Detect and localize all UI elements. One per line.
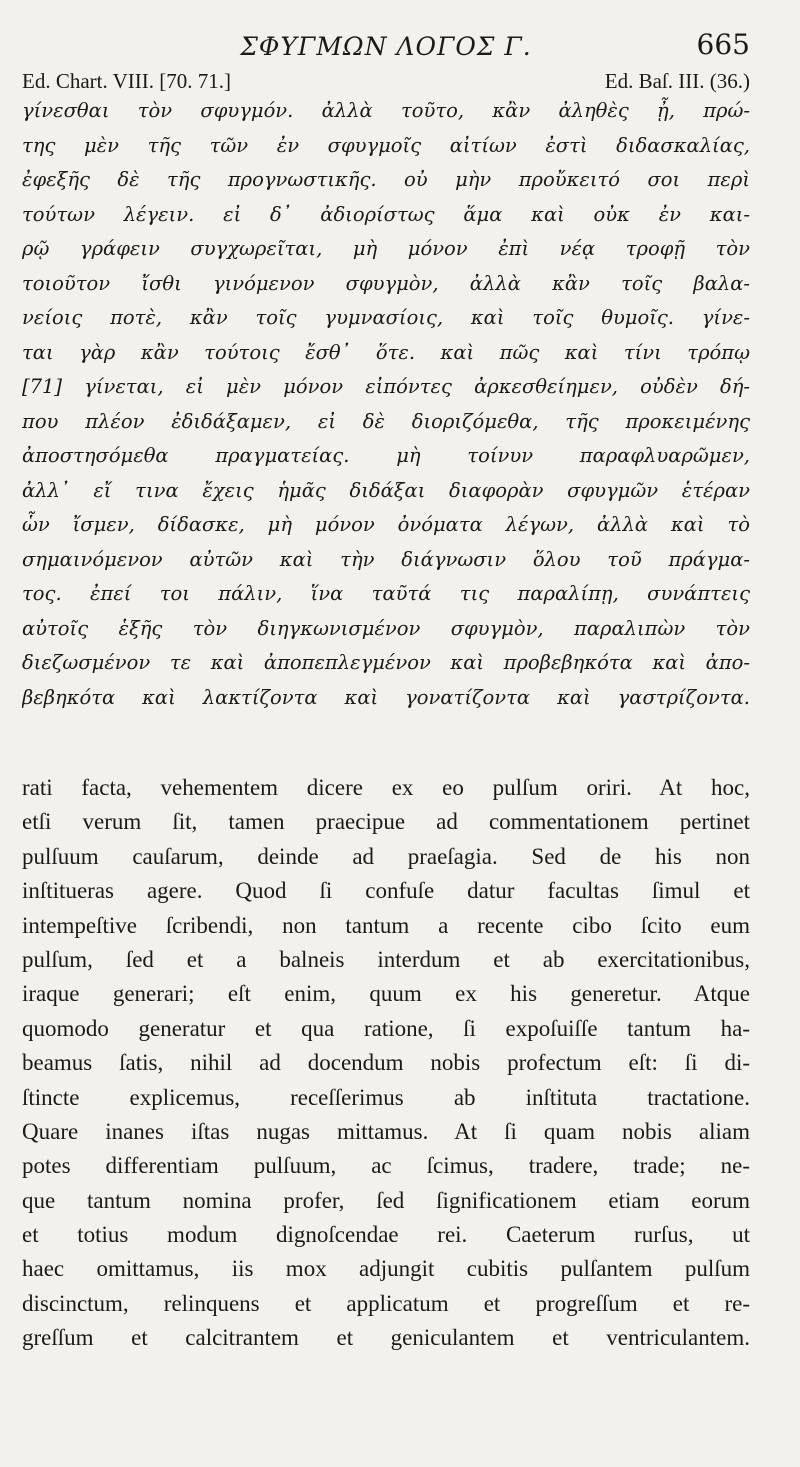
latin-line: discinctum, relinquens et applicatum et progreſſum et re- <box>22 1290 750 1316</box>
latin-line: etſi verum ſit, tamen praecipue ad commentationem pertinet <box>22 809 750 835</box>
greek-line: γίνεσθαι τὸν σφυγμόν. ἀλλὰ τοῦτο, κἂν ἀληθὲς ᾖ, πρώ- <box>22 99 750 122</box>
latin-line: que tantum nomina profer, ſed ſignificationem etiam eorum <box>22 1187 750 1213</box>
greek-line: βεβηκότα καὶ λακτίζοντα καὶ γονατίζοντα καὶ γαστρίζοντα. <box>22 685 750 709</box>
greek-line: τοιοῦτον ἴσθι γινόμενον σφυγμὸν, ἀλλὰ κἂν τοῖς βαλα- <box>22 271 750 295</box>
greek-line: νείοις ποτὲ, κἂν τοῖς γυμνασίοις, καὶ τοῖς θυμοῖς. γίνε- <box>22 306 750 329</box>
latin-line: inſtitueras agere. Quod ſi confuſe datur facultas ſimul et <box>22 878 750 904</box>
latin-line: ſtincte explicemus, receſſerimus ab inſtituta tractatione. <box>22 1084 750 1110</box>
edition-left: Ed. Chart. VIII. [70. 71.] <box>22 69 231 93</box>
greek-line: ἀλλ᾽ εἴ τινα ἔχεις ἡμᾶς διδάξαι διαφορὰν σφυγμῶν ἑτέραν <box>22 478 750 502</box>
greek-line: σημαινόμενον αὐτῶν καὶ τὴν διάγνωσιν ὅλου τοῦ πράγμα- <box>22 547 750 571</box>
latin-line: Quare inanes iſtas nugas mittamus. At ſi quam nobis aliam <box>22 1118 750 1144</box>
latin-line: rati facta, vehementem dicere ex eo pulſum oriri. At hoc, <box>22 775 750 800</box>
latin-line: intempeſtive ſcribendi, non tantum a recente cibo ſcito eum <box>22 912 750 938</box>
running-title: ΣΦΥΓΜΩΝ ΛΟΓΟΣ Γ. <box>240 32 532 61</box>
greek-line: αὐτοῖς ἑξῆς τὸν διηγκωνισμένον σφυγμὸν, παραλιπὼν τὸν <box>22 616 750 640</box>
greek-line: τούτων λέγειν. εἰ δ᾽ ἀδιορίστως ἅμα καὶ οὐκ ἐν και- <box>22 202 750 226</box>
greek-line: ται γὰρ κἂν τούτοις ἔσθ᾽ ὅτε. καὶ πῶς καὶ τίνι τρόπῳ <box>22 340 750 364</box>
latin-line: pulſuum cauſarum, deinde ad praeſagia. Sed de his non <box>22 843 750 869</box>
greek-line: που πλέον ἐδιδάξαμεν, εἰ δὲ διοριζόμεθα, τῆς προκειμένης <box>22 409 750 433</box>
running-head <box>22 28 750 66</box>
greek-text-block <box>22 94 750 715</box>
latin-line: pulſum, ſed et a balneis interdum et ab exercitationibus, <box>22 946 750 972</box>
latin-line: potes differentiam pulſuum, ac ſcimus, tradere, trade; ne- <box>22 1153 750 1179</box>
greek-line: ὧν ἴσμεν, δίδασκε, μὴ μόνον ὀνόματα λέγων, ἀλλὰ καὶ τὸ <box>22 513 750 536</box>
greek-line: ἐφεξῆς δὲ τῆς προγνωστικῆς. οὐ μὴν προὔκειτό σοι περὶ <box>22 168 750 191</box>
greek-line: ἀποστησόμεθα πραγματείας. μὴ τοίνυν παραφλυαρῶμεν, <box>22 444 750 467</box>
greek-line: διεζωσμένον τε καὶ ἀποπεπλεγμένον καὶ προβεβηκότα καὶ ἀπο- <box>22 651 750 674</box>
latin-line: greſſum et calcitrantem et geniculantem et ventriculantem. <box>22 1325 750 1351</box>
page-number: 665 <box>696 28 750 61</box>
greek-line: ρῷ γράφειν συγχωρεῖται, μὴ μόνον ἐπὶ νέᾳ τροφῇ τὸν <box>22 237 750 260</box>
latin-line: iraque generari; eſt enim, quum ex his generetur. Atque <box>22 981 750 1007</box>
greek-line: της μὲν τῆς τῶν ἐν σφυγμοῖς αἰτίων ἐστὶ διδασκαλίας, <box>22 133 750 157</box>
latin-line: quomodo generatur et qua ratione, ſi expoſuiſſe tantum ha- <box>22 1015 750 1041</box>
latin-line: beamus ſatis, nihil ad docendum nobis profectum eſt: ſi di- <box>22 1050 750 1076</box>
latin-line: haec omittamus, iis mox adjungit cubitis pulſantem pulſum <box>22 1256 750 1282</box>
greek-line: [71] γίνεται, εἰ μὲν μόνον εἰπόντες ἀρκεσθείημεν, οὐδὲν δή- <box>22 375 750 398</box>
greek-line: τος. ἐπεί τοι πάλιν, ἵνα ταῦτά τις παραλίπῃ, συνάπτεις <box>22 582 750 605</box>
edition-line <box>22 68 750 94</box>
latin-line: et totius modum dignoſcendae rei. Caeterum rurſus, ut <box>22 1222 750 1248</box>
edition-right: Ed. Baſ. III. (36.) <box>604 69 750 93</box>
latin-text-block <box>22 771 750 1356</box>
